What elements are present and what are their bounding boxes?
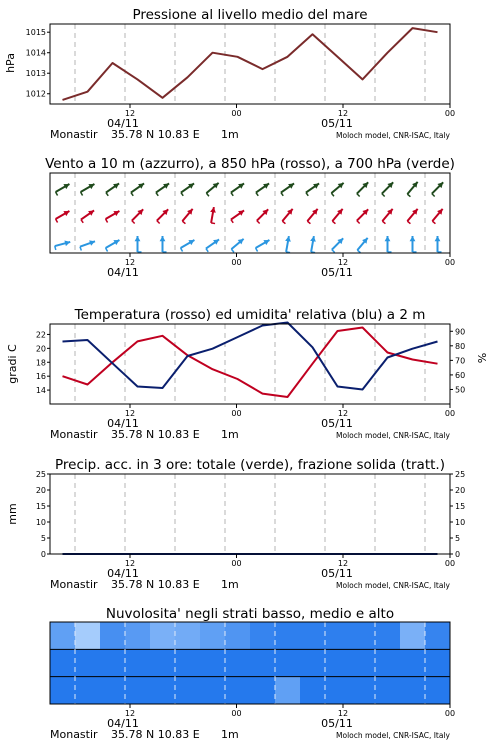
- wind-arrow-barb: [55, 246, 56, 250]
- cloud-cell: [150, 677, 176, 705]
- cloud-cell: [175, 677, 201, 705]
- cloud-cell: [100, 622, 126, 650]
- y-tick-label-right: 20: [455, 486, 466, 495]
- cloud-cell: [225, 622, 251, 650]
- wind-arrow: [56, 184, 70, 195]
- x-tick-label: 00: [444, 559, 456, 568]
- cloud-cell: [250, 622, 276, 650]
- wind-arrow: [282, 209, 292, 224]
- pressure-panel: [4, 7, 455, 141]
- date-label: 05/11: [321, 717, 353, 730]
- wind-arrow: [435, 236, 442, 252]
- elevation-label: 1m: [221, 128, 239, 141]
- y-tick-label-right: 25: [455, 470, 466, 479]
- wind-arrow-barb: [332, 221, 335, 224]
- cloud-cell: [75, 677, 101, 705]
- y-tick-label-right: 0: [455, 550, 461, 559]
- cloud-cell: [200, 677, 226, 705]
- cloud-cell: [250, 649, 276, 677]
- x-tick-label: 12: [124, 258, 136, 267]
- wind-arrow: [357, 182, 368, 196]
- wind-arrow: [80, 240, 95, 250]
- wind-arrow: [106, 240, 120, 251]
- pressure-ylabel: hPa: [4, 53, 17, 73]
- date-label: 05/11: [321, 117, 353, 130]
- credit-label: Moloch model, CNR-ISAC, Italy: [336, 731, 450, 740]
- wind-arrow-barb: [206, 193, 209, 196]
- x-tick-label: 00: [231, 709, 242, 718]
- wind-arrow: [306, 183, 319, 195]
- wind-arrow: [132, 209, 143, 223]
- cloud-xaxis: [50, 704, 455, 741]
- y-tick-label: 5: [40, 534, 46, 543]
- wind-arrow-barb: [256, 193, 258, 196]
- temperature-lines: [63, 323, 438, 398]
- y-tick-label-right: 70: [455, 356, 466, 366]
- wind-arrow-barb: [56, 192, 58, 195]
- date-label: 04/11: [107, 266, 139, 279]
- wind-arrow: [157, 209, 168, 223]
- wind-arrow-barb: [231, 220, 233, 223]
- wind-arrow-barb: [231, 193, 233, 196]
- x-tick-label: 00: [231, 258, 242, 267]
- wind-title: Vento a 10 m (azzurro), a 850 hPa (rosso), a 700 hPa (verde): [45, 156, 455, 172]
- wind-arrow: [81, 184, 95, 195]
- cloud-cell: [400, 649, 426, 677]
- wind-arrow-barb: [106, 193, 108, 196]
- cloud-cell: [150, 622, 176, 650]
- cloud-cell: [300, 649, 326, 677]
- precipitation-grid: [75, 474, 425, 554]
- cloud-cell: [375, 622, 401, 650]
- y-tick-label-right: 5: [455, 534, 461, 543]
- x-tick-label: 12: [337, 709, 349, 718]
- cloud-cell: [300, 677, 326, 705]
- wind-arrow-barb: [106, 219, 108, 222]
- cloud-cell: [325, 649, 351, 677]
- cloud-cell: [250, 677, 276, 705]
- temperature-panel: [6, 307, 489, 441]
- wind-arrow: [55, 241, 70, 250]
- cloud-cell: [175, 622, 201, 650]
- wind-arrow-barb: [257, 221, 260, 224]
- cloud-cell: [100, 677, 126, 705]
- precipitation-xaxis: [50, 554, 455, 591]
- x-tick-label: 00: [444, 258, 456, 267]
- wind-arrow: [385, 236, 392, 252]
- precipitation-panel: [6, 457, 465, 591]
- temperature-line: [63, 328, 438, 398]
- wind-arrow-barb: [382, 221, 385, 224]
- cloud-cell: [375, 649, 401, 677]
- wind-arrow: [256, 240, 270, 251]
- temperature-title: Temperatura (rosso) ed umidita' relativa (blu) a 2 m: [74, 307, 426, 323]
- y-tick-label: 1012: [25, 89, 46, 99]
- wind-arrow: [332, 209, 342, 224]
- wind-arrow: [131, 183, 144, 195]
- x-tick-label: 12: [337, 109, 349, 118]
- cloud-cell: [50, 677, 76, 705]
- cloud-cell: [350, 649, 376, 677]
- wind-arrow: [310, 236, 316, 252]
- elevation-label: 1m: [221, 728, 239, 741]
- wind-arrow-barb: [231, 249, 234, 252]
- cloud-cell: [275, 677, 301, 705]
- wind-arrow: [307, 209, 317, 224]
- wind-arrow-barb: [307, 221, 310, 224]
- wind-arrow: [206, 183, 218, 196]
- y-tick-label-right: 50: [455, 385, 466, 395]
- y-tick-label-right: 10: [455, 518, 466, 527]
- wind-arrow: [231, 210, 244, 222]
- cloud-cell: [150, 649, 176, 677]
- y-tick-label-right: 60: [455, 370, 466, 380]
- wind-arrow: [231, 239, 243, 252]
- wind-arrow: [135, 236, 142, 252]
- y-tick-label: 20: [35, 344, 46, 354]
- wind-arrow: [181, 240, 195, 251]
- date-label: 04/11: [107, 567, 139, 580]
- wind-arrow-barb: [432, 221, 435, 224]
- wind-arrow-barb: [106, 248, 108, 251]
- cloud-cell: [275, 649, 301, 677]
- temperature-xaxis: [50, 404, 455, 441]
- x-tick-label: 00: [231, 409, 242, 418]
- x-tick-label: 00: [231, 109, 242, 118]
- cloud-cell: [325, 677, 351, 705]
- wind-arrow-barb: [282, 221, 285, 224]
- cloud-cell: [400, 677, 426, 705]
- pressure-lines: [63, 28, 438, 100]
- cloud-cell: [300, 622, 326, 650]
- temperature-grid: [75, 324, 425, 404]
- credit-label: Moloch model, CNR-ISAC, Italy: [336, 581, 450, 590]
- wind-arrow-barb: [81, 192, 83, 195]
- wind-arrow-barb: [206, 249, 208, 252]
- wind-arrow-barb: [182, 221, 185, 224]
- wind-arrow: [331, 183, 343, 196]
- y-tick-label: 1013: [25, 69, 46, 79]
- y-tick-label: 14: [35, 386, 46, 396]
- wind-panel: [45, 156, 455, 279]
- wind-arrow: [257, 209, 268, 223]
- precipitation-plot-frame: [50, 474, 450, 554]
- coords-label: 35.78 N 10.83 E: [111, 128, 200, 141]
- wind-arrow: [81, 210, 94, 222]
- cloud-cell: [200, 649, 226, 677]
- wind-arrow-barb: [131, 193, 133, 196]
- coords-label: 35.78 N 10.83 E: [111, 578, 200, 591]
- cloud-cell: [425, 622, 451, 650]
- location-label: Monastir: [50, 128, 98, 141]
- cloud-cell: [325, 622, 351, 650]
- wind-arrow: [281, 183, 294, 195]
- wind-arrow: [382, 209, 392, 224]
- wind-arrow: [357, 209, 368, 223]
- wind-arrow-barb: [407, 194, 410, 197]
- temperature-yticks: [36, 327, 465, 395]
- date-label: 04/11: [107, 117, 139, 130]
- x-tick-label: 12: [337, 559, 349, 568]
- wind-arrow: [256, 183, 269, 195]
- x-tick-label: 12: [124, 709, 136, 718]
- coords-label: 35.78 N 10.83 E: [111, 428, 200, 441]
- cloud-cell: [50, 622, 76, 650]
- wind-arrow-barb: [311, 252, 315, 253]
- wind-arrow: [410, 236, 417, 252]
- location-label: Monastir: [50, 728, 98, 741]
- y-tick-label-right: 80: [455, 341, 466, 351]
- cloud-cell: [100, 649, 126, 677]
- wind-arrow: [56, 211, 70, 222]
- cloud-cell: [375, 677, 401, 705]
- cloud-cell: [225, 677, 251, 705]
- cloud-cell: [425, 649, 451, 677]
- wind-arrow: [181, 183, 194, 195]
- cloud-cell: [400, 622, 426, 650]
- wind-arrow-barb: [157, 221, 160, 224]
- wind-arrow: [160, 236, 167, 252]
- cloud-cell: [125, 622, 151, 650]
- wind-arrow: [182, 209, 192, 224]
- wind-arrow-head: [385, 236, 391, 241]
- wind-arrow: [382, 182, 393, 196]
- y-tick-label-right: 90: [455, 327, 466, 337]
- x-tick-label: 12: [124, 409, 136, 418]
- cloud-cell: [125, 649, 151, 677]
- precipitation-title: Precip. acc. in 3 ore: totale (verde), frazione solida (tratt.): [55, 457, 445, 473]
- humidity-ylabel: %: [476, 352, 489, 364]
- wind-arrow: [407, 209, 417, 224]
- wind-arrow: [231, 183, 244, 195]
- wind-arrow-barb: [181, 248, 183, 251]
- wind-arrow-barb: [407, 221, 410, 224]
- cloud-cell: [350, 622, 376, 650]
- wind-arrow-head: [160, 236, 166, 241]
- y-tick-label: 10: [35, 518, 46, 527]
- wind-arrow: [285, 236, 291, 252]
- y-tick-label: 25: [35, 470, 46, 479]
- wind-arrow: [407, 182, 417, 197]
- y-tick-label: 22: [35, 330, 46, 340]
- wind-arrow-barb: [306, 193, 308, 196]
- y-tick-label: 15: [35, 502, 46, 511]
- y-tick-label: 1014: [25, 48, 46, 58]
- wind-arrow: [106, 183, 119, 195]
- wind-arrow-barb: [331, 193, 334, 196]
- wind-arrow-barb: [357, 194, 360, 197]
- wind-arrow-barb: [382, 194, 385, 197]
- cloud-cells: [50, 622, 451, 705]
- x-tick-label: 00: [231, 559, 242, 568]
- date-label: 04/11: [107, 417, 139, 430]
- wind-arrow-barb: [432, 194, 435, 197]
- pressure-xaxis: [50, 104, 455, 141]
- credit-label: Moloch model, CNR-ISAC, Italy: [336, 431, 450, 440]
- x-tick-label: 12: [337, 409, 349, 418]
- wind-arrow: [156, 183, 169, 195]
- date-label: 05/11: [321, 567, 353, 580]
- wind-arrow-barb: [156, 193, 158, 196]
- date-label: 04/11: [107, 717, 139, 730]
- x-tick-label: 00: [444, 109, 456, 118]
- wind-arrow-barb: [181, 193, 183, 196]
- wind-arrow-head: [435, 236, 441, 241]
- date-label: 05/11: [321, 417, 353, 430]
- cloud-cell: [75, 622, 101, 650]
- wind-arrow: [106, 211, 120, 222]
- cloud-title: Nuvolosita' negli strati basso, medio e alto: [105, 606, 395, 622]
- cloud-cell: [425, 677, 451, 705]
- location-label: Monastir: [50, 428, 98, 441]
- x-tick-label: 00: [444, 709, 456, 718]
- pressure-yticks: [26, 28, 50, 99]
- cloud-cell: [175, 649, 201, 677]
- cloud-panel: [50, 606, 455, 741]
- wind-arrow-barb: [286, 252, 290, 253]
- wind-arrows: [55, 182, 443, 253]
- wind-arrow-head: [410, 236, 416, 241]
- credit-label: Moloch model, CNR-ISAC, Italy: [336, 131, 450, 140]
- wind-arrow-head: [135, 236, 141, 241]
- wind-arrow: [210, 207, 216, 223]
- cloud-cell: [225, 649, 251, 677]
- wind-xaxis: [107, 253, 455, 279]
- date-label: 05/11: [321, 266, 353, 279]
- wind-grid: [75, 173, 425, 253]
- location-label: Monastir: [50, 578, 98, 591]
- coords-label: 35.78 N 10.83 E: [111, 728, 200, 741]
- cloud-cell: [125, 677, 151, 705]
- elevation-label: 1m: [221, 428, 239, 441]
- wind-arrow: [432, 209, 442, 224]
- wind-arrow-barb: [211, 223, 215, 224]
- wind-arrow-barb: [56, 219, 58, 222]
- wind-arrow-barb: [357, 250, 360, 253]
- temperature-ylabel: gradi C: [6, 344, 19, 384]
- wind-arrow-barb: [332, 250, 335, 253]
- wind-arrow: [357, 238, 367, 253]
- y-tick-label: 1015: [25, 28, 46, 38]
- cloud-cell: [275, 622, 301, 650]
- cloud-cell: [50, 649, 76, 677]
- y-tick-label: 18: [35, 358, 46, 368]
- y-tick-label-right: 15: [455, 502, 466, 511]
- wind-arrow-barb: [357, 221, 360, 224]
- precipitation-ylabel: mm: [6, 503, 19, 525]
- cloud-cell: [75, 649, 101, 677]
- x-tick-label: 00: [444, 409, 456, 418]
- cloud-cell: [200, 622, 226, 650]
- elevation-label: 1m: [221, 578, 239, 591]
- x-tick-label: 12: [124, 559, 136, 568]
- wind-arrow: [432, 182, 443, 196]
- y-tick-label: 0: [40, 550, 46, 559]
- y-tick-label: 16: [35, 372, 46, 382]
- pressure-title: Pressione al livello medio del mare: [132, 7, 368, 23]
- wind-arrow-barb: [281, 193, 283, 196]
- wind-arrow-barb: [132, 221, 135, 224]
- wind-arrow: [332, 238, 343, 252]
- precipitation-yticks: [36, 470, 465, 559]
- x-tick-label: 12: [124, 109, 136, 118]
- x-tick-label: 12: [337, 258, 349, 267]
- wind-arrow: [206, 239, 219, 251]
- wind-arrow-barb: [81, 220, 83, 223]
- y-tick-label: 20: [35, 486, 46, 495]
- pressure-line: [63, 28, 438, 100]
- cloud-cell: [350, 677, 376, 705]
- wind-arrow-barb: [256, 248, 258, 251]
